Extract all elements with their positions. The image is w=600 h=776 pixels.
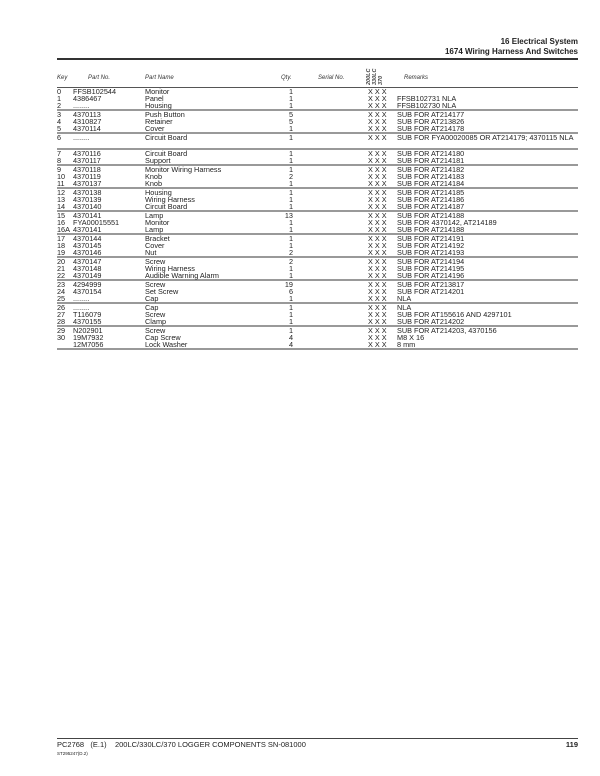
key: 1: [57, 94, 62, 103]
model-marks: X X X: [368, 303, 387, 312]
table-row: [57, 341, 578, 350]
key: 25: [57, 294, 66, 303]
model-marks: X X X: [368, 211, 387, 220]
part-name: Wiring Harness: [145, 264, 195, 273]
quantity: 2: [288, 172, 293, 181]
quantity: 1: [288, 101, 293, 110]
part-name: Nut: [145, 248, 157, 257]
key: 22: [57, 271, 66, 280]
key: 23: [57, 280, 66, 289]
quantity: 1: [288, 149, 293, 158]
table-row: [57, 173, 578, 180]
remarks: SUB FOR AT213826: [397, 117, 465, 126]
col-qty: Qty.: [281, 75, 292, 81]
section-title: 16 Electrical System: [500, 37, 578, 46]
footer-divider: [57, 738, 578, 739]
part-name: Circuit Board: [145, 202, 188, 211]
remarks: SUB FOR AT214194: [397, 257, 465, 266]
part-number: 4370113: [73, 110, 101, 119]
quantity: 1: [288, 202, 293, 211]
model-marks: X X X: [368, 110, 387, 119]
remarks: SUB FOR AT214183: [397, 172, 465, 181]
key: 17: [57, 234, 66, 243]
quantity: 1: [288, 271, 293, 280]
key: 12: [57, 188, 66, 197]
quantity: 1: [288, 87, 293, 96]
quantity: 1: [288, 94, 293, 103]
key: 19: [57, 248, 66, 257]
part-number: 4310827: [73, 117, 102, 126]
model-marks: X X X: [368, 248, 387, 257]
part-number: 19M7932: [73, 333, 104, 342]
quantity: 2: [288, 257, 293, 266]
footer-ref: ST295247(D.2): [57, 751, 88, 756]
table-row: [57, 157, 578, 166]
part-name: Monitor: [145, 218, 170, 227]
part-name: Lamp: [145, 225, 164, 234]
part-number: 4370141: [73, 225, 102, 234]
model-marks: X X X: [368, 117, 387, 126]
table-row: [57, 235, 578, 242]
remarks: SUB FOR FYA00020085 OR AT214179; 4370115 NLA: [397, 133, 574, 142]
table-row: [57, 196, 578, 203]
part-number: 4370140: [73, 202, 102, 211]
part-name: Cover: [145, 124, 165, 133]
part-number: 4294999: [73, 280, 102, 289]
key: 4: [57, 117, 62, 126]
key: 24: [57, 287, 66, 296]
table-row: [57, 102, 578, 111]
table-row: [57, 272, 578, 281]
remarks: SUB FOR AT214181: [397, 156, 465, 165]
part-number: 12M7056: [73, 340, 104, 349]
remarks: SUB FOR AT214192: [397, 241, 465, 250]
key: 9: [57, 165, 62, 174]
group-title: 1674 Wiring Harness And Switches: [444, 47, 578, 56]
remarks: SUB FOR AT214203, 4370156: [397, 326, 497, 335]
part-name: Audible Warning Alarm: [145, 271, 219, 280]
quantity: 1: [288, 294, 293, 303]
model-marks: X X X: [368, 188, 387, 197]
part-name: Cap: [145, 294, 159, 303]
quantity: 19: [284, 280, 293, 289]
part-name: Push Button: [145, 110, 185, 119]
key: 10: [57, 172, 66, 181]
model-marks: X X X: [368, 271, 387, 280]
col-serial: Serial No.: [318, 75, 345, 81]
part-number: 4386467: [73, 94, 102, 103]
col-part-no: Part No.: [88, 75, 111, 81]
part-name: Cap Screw: [145, 333, 181, 342]
part-name: Housing: [145, 188, 172, 197]
part-number: 4370137: [73, 179, 102, 188]
key: 8: [57, 156, 62, 165]
quantity: 1: [288, 165, 293, 174]
model-marks: X X X: [368, 234, 387, 243]
quantity: 1: [288, 133, 293, 142]
quantity: 1: [288, 156, 293, 165]
part-number: 4370149: [73, 271, 102, 280]
part-number: 4370118: [73, 165, 101, 174]
table-row: [57, 88, 578, 95]
key: 28: [57, 317, 66, 326]
col-key: Key: [57, 75, 68, 81]
model-marks: X X X: [368, 172, 387, 181]
header-divider: [57, 58, 578, 60]
quantity: 1: [288, 264, 293, 273]
quantity: 1: [288, 124, 293, 133]
remarks: SUB FOR AT214178: [397, 124, 465, 133]
key: 30: [57, 333, 66, 342]
part-name: Knob: [145, 179, 163, 188]
quantity: 1: [288, 188, 293, 197]
table-row: [57, 281, 578, 288]
part-number: ........: [73, 101, 90, 110]
part-name: Screw: [145, 326, 166, 335]
model-marks: X X X: [368, 317, 387, 326]
key: 6: [57, 133, 62, 142]
col-remarks: Remarks: [404, 75, 429, 81]
table-row: [57, 95, 578, 102]
table-row: [57, 295, 578, 304]
model-marks: X X X: [368, 149, 387, 158]
key: 21: [57, 264, 66, 273]
quantity: 1: [288, 310, 293, 319]
remarks: SUB FOR AT214202: [397, 317, 465, 326]
table-row: [57, 318, 578, 327]
model-marks: X X X: [368, 264, 387, 273]
table-row: [57, 189, 578, 196]
model-marks: X X X: [368, 156, 387, 165]
part-number: FYA00015551: [73, 218, 120, 227]
quantity: 1: [288, 179, 293, 188]
col-part-name: Part Name: [145, 75, 174, 81]
model-marks: X X X: [368, 294, 387, 303]
table-row: [57, 219, 578, 226]
part-number: 4370114: [73, 124, 101, 133]
remarks: FFSB102730 NLA: [397, 101, 457, 110]
part-number: ........: [73, 303, 90, 312]
part-number: 4370154: [73, 287, 102, 296]
table-row: [57, 258, 578, 265]
part-number: ........: [73, 133, 90, 142]
remarks: NLA: [397, 294, 412, 303]
table-row: [57, 203, 578, 212]
quantity: 2: [288, 248, 293, 257]
quantity: 5: [288, 110, 293, 119]
part-name: Circuit Board: [145, 133, 188, 142]
table-row: [57, 327, 578, 334]
part-name: Screw: [145, 280, 166, 289]
key: 11: [57, 179, 65, 188]
part-number: 4370155: [73, 317, 102, 326]
quantity: 1: [288, 303, 293, 312]
key: 16A: [57, 225, 70, 234]
model-marks: X X X: [368, 326, 387, 335]
part-number: FFSB102544: [73, 87, 116, 96]
table-row: [57, 311, 578, 318]
remarks: NLA: [397, 303, 412, 312]
model-marks: X X X: [368, 124, 387, 133]
table-row: [57, 180, 578, 189]
quantity: 4: [288, 340, 293, 349]
model-marks: X X X: [368, 195, 387, 204]
key: 7: [57, 149, 62, 158]
part-number: 4370138: [73, 188, 102, 197]
remarks: SUB FOR AT214180: [397, 149, 465, 158]
table-row: [57, 166, 578, 173]
part-number: 4370116: [73, 149, 101, 158]
part-number: N202901: [73, 326, 103, 335]
remarks: FFSB102731 NLA: [397, 94, 457, 103]
quantity: 13: [284, 211, 293, 220]
part-number: 4370148: [73, 264, 102, 273]
remarks: SUB FOR AT214186: [397, 195, 465, 204]
quantity: 1: [288, 225, 293, 234]
remarks: SUB FOR AT214191: [397, 234, 465, 243]
key: 27: [57, 310, 66, 319]
model-marks: X X X: [368, 101, 387, 110]
table-row: [57, 226, 578, 235]
model-marks: X X X: [368, 340, 387, 349]
quantity: 1: [288, 234, 293, 243]
part-number: 4370146: [73, 248, 102, 257]
table-row: [57, 242, 578, 249]
part-number: 4370145: [73, 241, 102, 250]
key: 20: [57, 257, 66, 266]
page-number: 119: [565, 740, 578, 749]
model-marks: X X X: [368, 241, 387, 250]
part-name: Screw: [145, 310, 166, 319]
table-row: [57, 288, 578, 295]
model-marks: X X X: [368, 202, 387, 211]
quantity: 1: [288, 317, 293, 326]
part-name: Wiring Harness: [145, 195, 195, 204]
model-marks: X X X: [368, 225, 387, 234]
key: 18: [57, 241, 66, 250]
part-name: Monitor: [145, 87, 170, 96]
model-marks: X X X: [368, 310, 387, 319]
part-number: 4370141: [73, 211, 102, 220]
remarks: SUB FOR AT214182: [397, 165, 465, 174]
remarks: SUB FOR AT214187: [397, 202, 465, 211]
key: 15: [57, 211, 66, 220]
key: 26: [57, 303, 66, 312]
model-marks: X X X: [368, 287, 387, 296]
part-number: T116079: [73, 310, 102, 319]
part-name: Lock Washer: [145, 340, 188, 349]
part-name: Panel: [145, 94, 164, 103]
quantity: 1: [288, 218, 293, 227]
model-marks: X X X: [368, 257, 387, 266]
part-name: Housing: [145, 101, 172, 110]
part-number: 4370117: [73, 156, 101, 165]
key: 5: [57, 124, 62, 133]
key: 0: [57, 87, 62, 96]
part-name: Monitor Wiring Harness: [145, 165, 222, 174]
key: 13: [57, 195, 66, 204]
remarks: 8 mm: [397, 340, 416, 349]
table-row: [57, 249, 578, 258]
key: 2: [57, 101, 62, 110]
key: 29: [57, 326, 66, 335]
remarks: SUB FOR AT214196: [397, 271, 465, 280]
model-marks: X X X: [368, 218, 387, 227]
table-row: [57, 265, 578, 272]
col-models: 200LC 330LC 370: [366, 68, 384, 85]
remarks: SUB FOR AT214184: [397, 179, 465, 188]
model-marks: X X X: [368, 133, 387, 142]
part-name: Support: [145, 156, 171, 165]
part-number: 4370147: [73, 257, 102, 266]
key: 14: [57, 202, 66, 211]
key: 3: [57, 110, 62, 119]
part-name: Bracket: [145, 234, 170, 243]
quantity: 5: [288, 117, 293, 126]
remarks: SUB FOR AT214177: [397, 110, 465, 119]
key: 16: [57, 218, 66, 227]
part-name: Cover: [145, 241, 165, 250]
table-row: [57, 150, 578, 157]
table-row: [57, 111, 578, 118]
remarks: SUB FOR 4370142, AT214189: [397, 218, 497, 227]
quantity: 4: [288, 333, 293, 342]
table-row: [57, 212, 578, 219]
part-name: Lamp: [145, 211, 164, 220]
quantity: 1: [288, 241, 293, 250]
part-name: Circuit Board: [145, 149, 188, 158]
remarks: SUB FOR AT214193: [397, 248, 465, 257]
quantity: 1: [288, 326, 293, 335]
part-number: ........: [73, 294, 90, 303]
model-marks: X X X: [368, 165, 387, 174]
remarks: SUB FOR AT214188: [397, 225, 465, 234]
model-marks: X X X: [368, 280, 387, 289]
part-number: 4370139: [73, 195, 102, 204]
part-number: 4370119: [73, 172, 101, 181]
table-row: [57, 134, 578, 150]
remarks: SUB FOR AT214185: [397, 188, 465, 197]
table-row: [57, 334, 578, 341]
remarks: SUB FOR AT214195: [397, 264, 465, 273]
part-name: Set Screw: [145, 287, 179, 296]
part-number: 4370144: [73, 234, 102, 243]
footer-doc: PC2768 (E.1) 200LC/330LC/370 LOGGER COMPONENTS SN-081000: [57, 740, 306, 749]
model-marks: X X X: [368, 87, 387, 96]
part-name: Clamp: [145, 317, 167, 326]
remarks: M8 X 16: [397, 333, 425, 342]
part-name: Cap: [145, 303, 159, 312]
model-marks: X X X: [368, 94, 387, 103]
table-row: [57, 118, 578, 125]
part-name: Knob: [145, 172, 163, 181]
model-marks: X X X: [368, 179, 387, 188]
remarks: SUB FOR AT213817: [397, 280, 465, 289]
parts-table: [57, 88, 578, 350]
quantity: 1: [288, 195, 293, 204]
quantity: 6: [288, 287, 293, 296]
remarks: SUB FOR AT214201: [397, 287, 465, 296]
remarks: SUB FOR AT214188: [397, 211, 465, 220]
part-name: Screw: [145, 257, 166, 266]
model-marks: X X X: [368, 333, 387, 342]
part-name: Retainer: [145, 117, 173, 126]
remarks: SUB FOR AT155616 AND 4297101: [397, 310, 512, 319]
